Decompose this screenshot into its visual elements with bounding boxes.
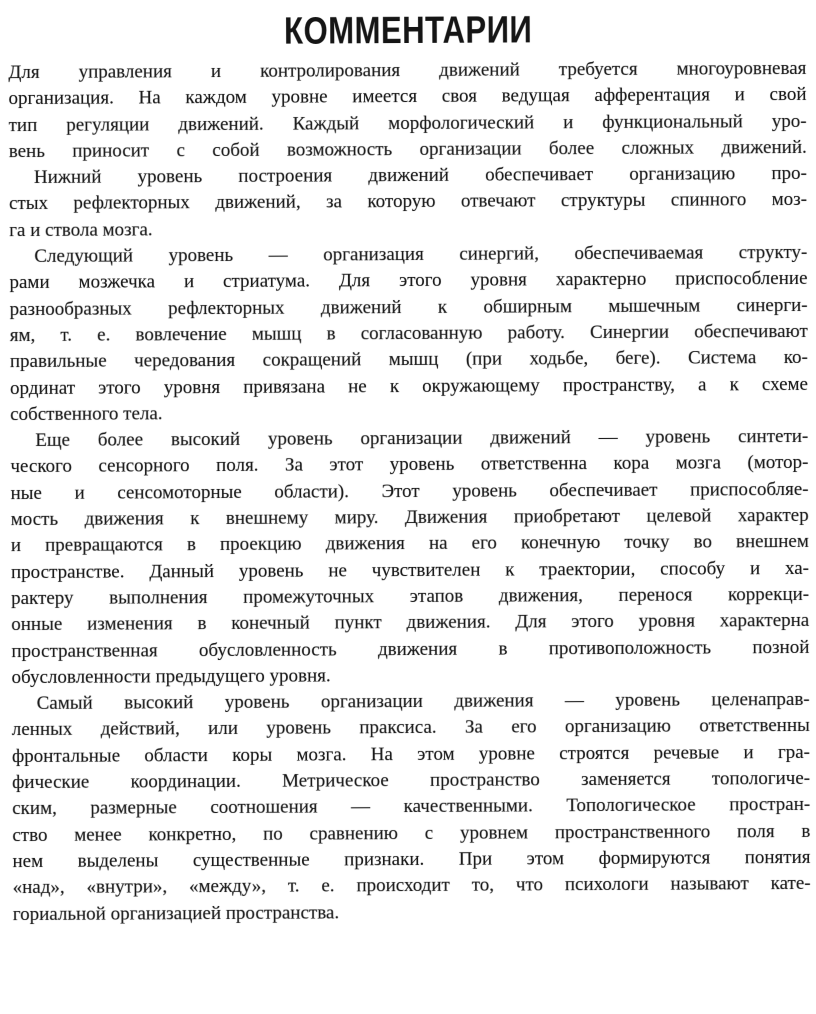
text-line: правильные чередования сокращений мышц (при ходьбе, беге). Система ко-: [9, 347, 808, 373]
text-line: фические координации. Метрическое пространство заменяется топологиче-: [12, 767, 811, 794]
text-line: нем выделены существенные признаки. При этом формируются понятия: [12, 846, 811, 872]
page-title: КОММЕНТАРИИ: [283, 9, 533, 53]
text-line: ям, т. е. вовлечение мышц в согласованную работу. Синергии обеспечивают: [9, 320, 808, 347]
text-line: «над», «внутри», «между», т. е. происходит то, что психологи называют кате-: [12, 873, 811, 899]
text-line: стых рефлекторных движений, за которую отвечают структуры спинного моз-: [9, 189, 808, 215]
text-line: фронтальные области коры мозга. На этом уровне строятся речевые и гра-: [11, 741, 810, 767]
text-line: ные и сенсомоторные области). Этот уровень обеспечивает приспособляе-: [10, 478, 809, 504]
text-line: онные изменения в конечный пункт движения. Для этого уровня характерна: [11, 610, 810, 636]
text-line: рами мозжечка и стриатума. Для этого уровня характерно приспособление: [9, 268, 808, 294]
text-line: ленных действий, или уровень праксиса. За его организацию ответственны: [11, 715, 810, 741]
text-line: организация. На каждом уровне имеется своя ведущая афферентация и свой: [8, 84, 807, 110]
text-line: разнообразных рефлекторных движений к обширным мышечным синерги-: [9, 294, 808, 320]
text-line: Следующий уровень — организация синергий, обеспечиваемая структу-: [34, 241, 808, 268]
text-line: Для управления и контролирования движений требуется многоуровневая: [8, 57, 807, 84]
text-line: Самый высокий уровень организации движения — уровень целенаправ-: [36, 689, 810, 715]
text-line: гориальной организацией пространства.: [12, 901, 340, 925]
text-line: га и ствола мозга.: [9, 219, 153, 241]
text-line: ство менее конкретно, по сравнению с уровнем пространственного поля в: [12, 820, 811, 846]
text-line: обусловленности предыдущего уровня.: [11, 665, 331, 688]
text-line: ским, размерные соотношения — качественными. Топологическое простран-: [12, 794, 811, 820]
text-line: ческого сенсорного поля. За этот уровень ответственна кора мозга (мотор-: [10, 452, 809, 478]
text-line: вень приносит с собой возможность организации более сложных движений.: [8, 136, 807, 162]
text-line: и превращаются в проекцию движения на его конечную точку во внешнем: [10, 531, 809, 557]
text-line: пространстве. Данный уровень не чувствителен к траектории, способу и ха-: [10, 557, 810, 583]
text-line: рактеру выполнения промежуточных этапов движения, перенося коррекци-: [11, 583, 810, 610]
text-line: пространственная обусловленность движения в противоположность позной: [11, 636, 810, 662]
text-line: собственного тела.: [10, 403, 163, 425]
text-line: мость движения к внешнему миру. Движения приобретают целевой характер: [10, 504, 809, 531]
text-line: ординат этого уровня привязана не к окружающему пространству, а к схеме: [9, 373, 809, 399]
text-body: [0, 56, 816, 928]
text-line: Нижний уровень построения движений обеспечивает организацию про-: [33, 163, 807, 189]
text-line: Еще более высокий уровень организации движений — уровень синтети-: [35, 426, 809, 452]
text-line: тип регуляции движений. Каждый морфологический и функциональный уро-: [8, 110, 807, 136]
